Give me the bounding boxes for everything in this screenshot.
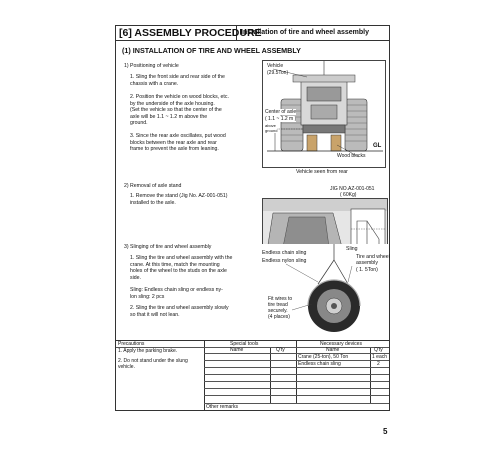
figure1-caption: Vehicle seen from rear [296,169,348,175]
step1-item1-line1: 1. Sling the front side and rear side of the [130,74,225,80]
precautions-header: Precautions [118,341,145,347]
step3-item1-line2: crane. At this time, match the mounting [130,261,220,268]
header-bar [116,26,389,41]
precaution-item: 1. Apply the parking brake. [118,348,178,354]
step1-item2-line2: by the underside of the axle housing. [130,100,215,107]
wood-blocks-label: Wood blocks [337,153,366,159]
section-heading: (1) INSTALLATION OF TIRE AND WHEEL ASSEMBLY [122,46,301,55]
tools-name-header: Name [230,347,244,353]
step3-heading: 3) Slinging of tire and wheel assembly [124,244,212,250]
step3-item2-line1: 2. Sling the tire and wheel assembly slowly [130,305,229,311]
precaution-item: vehicle. [118,364,135,370]
fit-wires-line2: tire tread [268,302,288,308]
assembly-label-line2: assembly [356,260,378,266]
step1-item1-line2: chassis with a crane. [130,80,179,87]
fit-wires-line3: securely. [268,308,288,314]
precaution-item: 2. Do not stand under the slung [118,358,188,364]
vehicle-label: Vehicle [267,63,284,69]
step1-item2-line3: (Set the vehicle so that the center of the [130,107,222,113]
axle-height-label: ( 1.1 ~ 1.2 m ) [265,116,297,122]
ground-label: ground [265,128,278,133]
step1-item3-line1: 3. Since the rear axle oscillates, put wood [130,133,226,139]
jig-number-label: JIG NO.AZ-001-051 [330,186,375,192]
device-qty: 2 [377,361,380,367]
endless-nylon-sling-label: Endless nylon sling [262,258,307,264]
step3-sling-line1: Sling: Endless chain sling or endless ny- [130,287,223,293]
page-frame [115,25,390,411]
step3-sling-line2: lon sling: 2 pcs [130,293,165,300]
vehicle-weight-label: (29.5Ton) [267,70,289,76]
step1-item3-line2: blocks between the rear axle and rear [130,139,217,146]
step3-item1-line4: side. [130,274,141,281]
page-subtitle: Installation of tire and wheel assembly [241,29,369,36]
step1-heading: 1) Positioning of vehicle [124,63,179,69]
vehicle-rear-view-figure [262,60,386,168]
step1-item2-line5: ground. [130,120,148,126]
page-number: 5 [383,427,388,436]
devices-qty-header: Q'ty [374,347,383,353]
endless-chain-sling-label: Endless chain sling [262,250,307,256]
page-title: [6] ASSEMBLY PROCEDURE [116,26,237,40]
jig-weight-label: ( 60Kg) [340,192,357,198]
fit-wires-line4: (4 places) [268,314,290,320]
assembly-weight-label: ( 1. 5Ton) [356,267,378,273]
step3-item2-line2: so that it will not lean. [130,311,180,318]
other-remarks-label: Other remarks [206,404,238,410]
axle-center-label: Center of axle [265,109,297,115]
fit-wires-line1: Fit wires to [268,296,293,302]
step1-item3-line3: frame to prevent the axle from leaning. [130,146,219,152]
tools-qty-header: Q'ty [276,347,285,353]
devices-name-header: Name [326,347,340,353]
step1-item2-line1: 2. Position the vehicle on wood blocks, etc. [130,94,229,100]
assembly-label-line1: Tire and wheel [356,254,390,260]
device-qty: 1 each [372,354,388,360]
step1-item2-line4: axle will be 1.1 ~ 1.2 m above the [130,113,208,120]
step3-item1-line3: holes of the wheel to the studs on the axle [130,268,227,274]
precautions-table [116,340,389,412]
special-tools-header: Special tools [230,341,259,347]
above-label: above [265,123,276,128]
device-name: Endless chain sling [298,361,341,367]
step3-item1-line1: 1. Sling the tire and wheel assembly with the [130,255,233,261]
step2-item1-line1: 1. Remove the stand (Jig No. AZ-001-051) [130,193,228,199]
step2-heading: 2) Removal of axle stand [124,183,182,189]
step2-item1-line2: installed to the axle. [130,199,176,206]
necessary-devices-header: Necessary devices [320,341,362,347]
device-name: Crane (25-ton), 50 Ton [298,354,349,360]
sling-label: Sling [346,246,358,252]
gl-label: GL [373,143,382,149]
tire-sling-figure [262,244,388,334]
